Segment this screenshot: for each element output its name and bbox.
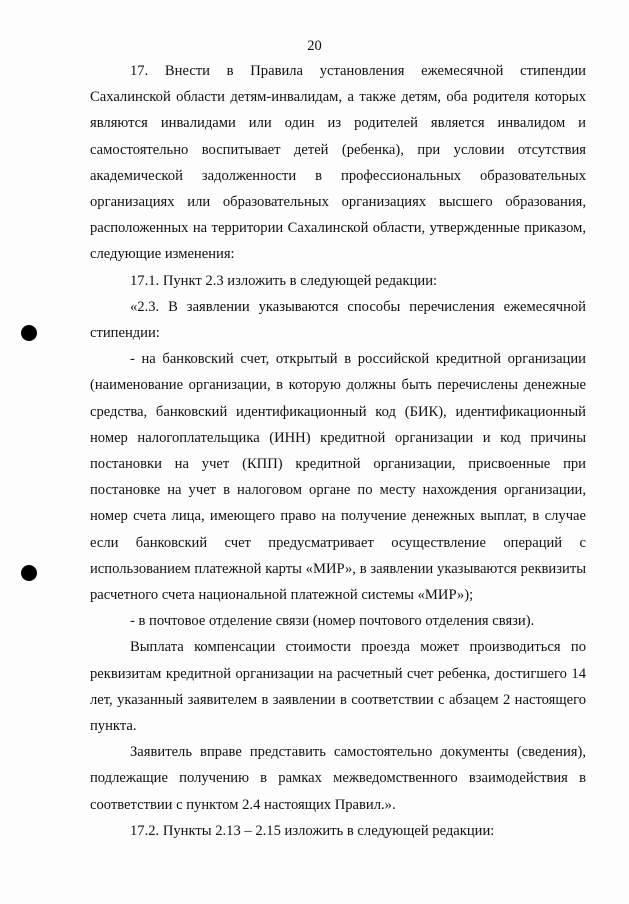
paragraph-17-1: 17.1. Пункт 2.3 изложить в следующей редакции: bbox=[130, 272, 438, 289]
punch-hole-mark bbox=[21, 325, 37, 341]
paragraph-applicant-rights: Заявитель вправе представить самостоятельно документы (сведения), подлежащие получению в рамках межведомственного взаимодействия в соответствии с пунктом 2.4 настоящих Правил.». bbox=[90, 744, 586, 813]
punch-hole-mark bbox=[21, 565, 37, 581]
document-body bbox=[90, 58, 586, 844]
paragraph-17: 17. Внести в Правила установления ежемесячной стипендии Сахалинской области детям-инвалидам, а также детям, оба родителя которых являются инвалидами или один из родителей является инвалидом и самостоятельно воспитывает детей (ребенка), при условии отсутствия академической задолженности в профессиональных образовательных организациях или образовательных организациях высшего образования, расположенных на территории Сахалинской области, утвержденные приказом, следующие изменения: bbox=[90, 63, 586, 263]
paragraph-bank-account: - на банковский счет, открытый в российской кредитной организации (наименование организации, в которую должны быть перечислены денежные средства, банковский идентификационный код (БИК), идентификационный номер налогоплательщика (ИНН) кредитной организации и код причины постановки на учет (КПП) кредитной организации, присвоенные при постановке на учет в налоговом органе по месту нахождения организации, номер счета лица, имеющего право на получение денежных выплат, в случае если банковский счет предусматривает осуществление операций с использованием платежной карты «МИР», в заявлении указываются реквизиты расчетного счета национальной платежной системы «МИР»); bbox=[90, 351, 586, 604]
paragraph-compensation: Выплата компенсации стоимости проезда может производиться по реквизитам кредитной организации на расчетный счет ребенка, достигшего 14 лет, указанный заявителем в заявлении в соответствии с абзацем 2 настоящего пункта. bbox=[90, 639, 586, 735]
page-number: 20 bbox=[307, 38, 322, 54]
paragraph-post-office: - в почтовое отделение связи (номер почтового отделения связи). bbox=[130, 613, 535, 630]
paragraph-17-2: 17.2. Пункты 2.13 – 2.15 изложить в следующей редакции: bbox=[130, 822, 495, 839]
paragraph-2-3: «2.3. В заявлении указываются способы перечисления ежемесячной стипендии: bbox=[90, 298, 586, 342]
